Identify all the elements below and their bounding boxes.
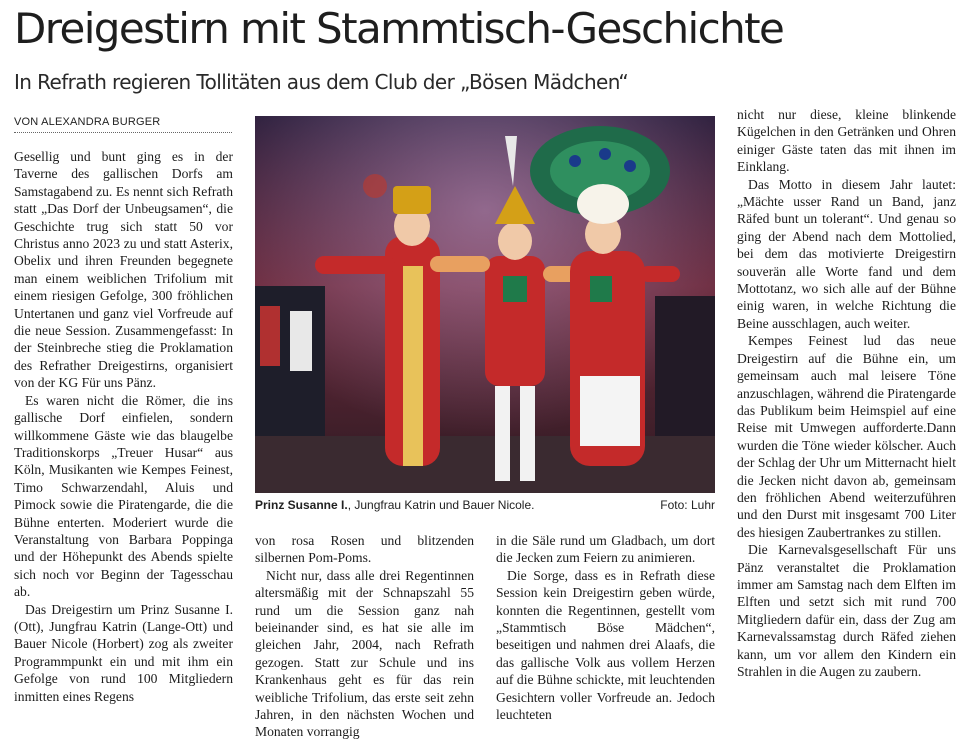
paragraph: von rosa Rosen und blitzenden silbernen Pom-Poms.: [255, 533, 474, 566]
column-1: [14, 148, 233, 705]
paragraph: Das Dreigestirn um Prinz Susanne I. (Ott), Jungfrau Katrin (Lange-Ott) und Bauer Nicole (Horbert) zog als zweiter Programmpunkt ein und mit ihm ein Gefolge von rund 100 Mitgliedern inmitten eines Regens: [14, 601, 233, 704]
column-4: [737, 106, 956, 680]
paragraph: Die Sorge, dass es in Refrath diese Session kein Dreigestirn geben würde, konnten die Regentinnen, gestellt vom „Stammtisch Böse Mädchen“, beseitigen und nahmen drei Alaafs, die das gallische Volk aus vollem Herzen auf die Bühne schickte, mit leuchtenden Gesichtern voller Vorfreude an. Jedoch leuchteten: [496, 567, 715, 723]
column-3: [496, 532, 715, 723]
paragraph: Das Motto in diesem Jahr lautet: „Mächte usser Rand un Band, janz Räfed bunt un tolerant“. Und genau so ging der Abend nach dem Mottolied, bei dem das motivierte Dreigestirn souverän alle Worte fand und dem Mottotanz, wo sich alle auf der Bühne einig waren, in welche Richtung die Beine ausschlagen, auch weiter.: [737, 176, 956, 331]
subheadline: In Refrath regieren Tollitäten aus dem Club der „Bösen Mädchen“: [14, 70, 629, 94]
caption-name: Prinz Susanne I.: [255, 498, 348, 512]
carnival-photo: [255, 116, 715, 493]
photo-credit: Foto: Luhr: [660, 498, 715, 512]
paragraph: in die Säle rund um Gladbach, um dort die Jecken zum Feiern zu animieren.: [496, 533, 715, 566]
paragraph: nicht nur diese, kleine blinkende Kügelchen in den Getränken und Ohren einiger Gäste taten das mit ihnen im Einklang.: [737, 107, 956, 175]
paragraph: Nicht nur, dass alle drei Regentinnen altersmäßig mit der Schnapszahl 55 rund um die Session ganz nah beieinander sind, es hat sie alle im gleichen Jahr, 2004, nach Refrath gezogen. Statt zur Schule und ins Krankenhaus geht es für das rein weibliche Trifolium, das erste seit zehn Jahren, in den nächsten Wochen und Monaten vorrangig: [255, 567, 474, 740]
headline: Dreigestirn mit Stammtisch-Geschichte: [14, 4, 784, 53]
paragraph: Die Karnevalsgesellschaft Für uns Pänz veranstaltet die Proklamation immer am Samstag nach dem Elften im Elften und setzt sich mit rund 700 Mitgliedern dafür ein, dass der Zug am Karnevalssamstag durch Räfed ziehen kann, um vor allem den Kindern ein Strahlen in die Augen zu zaubern.: [737, 542, 956, 679]
photo-caption: [255, 498, 715, 512]
column-2: [255, 532, 474, 741]
caption-text: , Jungfrau Katrin und Bauer Nicole.: [347, 498, 535, 512]
paragraph: Kempes Feinest lud das neue Dreigestirn auf die Bühne ein, um gemeinsam auch mal leisere Töne anzuschlagen, während die Piratengarde das Publikum beim Heimspiel auf eine Reise mit Umwegen aufforderte.Dann wurden die Töne wieder kölscher. Auch der Schlag der Uhr um Mitternacht hielt die Jecken nicht davon ab, gemeinsam den fröhlichen Abend weiterzuführen und den Durst mit insgesamt 700 Liter des hiesigen Zaubertrankes zu stillen.: [737, 333, 956, 540]
paragraph: Gesellig und bunt ging es in der Taverne des gallischen Dorfs am Samstagabend zu. Es nennt sich Refrath statt „Das Dorf der Unbeugsamen“, die Geschichte trug sich statt 50 vor Christus anno 2023 zu und statt Asterix, Obelix und ihren Freunden begegnete man einem weiblichen Trifolium mit einem riesigen Gefolge, 300 fröhlichen Untertanen und ganz viel Vorfreude auf die neue Session. Zusammengefasst: In der Steinbreche stieg die Proklamation des Refrather Dreigestirns, organisiert von der KG Für uns Pänz.: [14, 149, 233, 391]
paragraph: Es waren nicht die Römer, die ins gallische Dorf einfielen, sondern willkommene Gäste wie das blaugelbe Traditionskorps „Treuer Husar“ aus Köln, Musikanten wie Kempes Feinest, Timo Schwarzendahl, Aluis und Pimock sowie die Piratengarde, die die Bühne enterten. Moderiert wurde die Veranstaltung von Barbara Poppinga und der Höhepunkt des Abends spielte sich noch vor Beginn der Tagesschau ab.: [14, 392, 233, 600]
byline: VON ALEXANDRA BURGER: [14, 116, 232, 133]
